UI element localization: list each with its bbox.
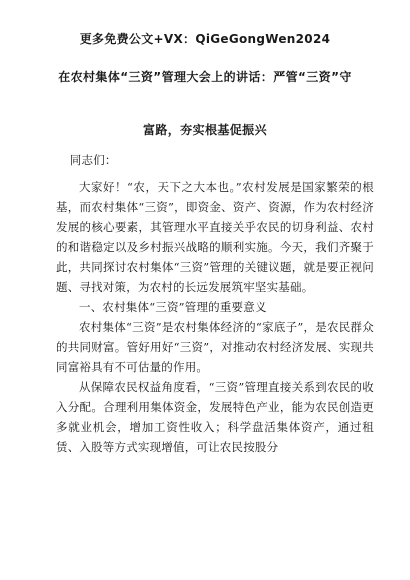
- speech-title-line-1: 在农村集体“三资”管理大会上的讲话：严管“三资”守: [58, 70, 352, 84]
- promo-header: 更多免费公文+VX：QiGeGongWen2024: [79, 32, 331, 46]
- section-heading: 一、农村集体“三资”管理的重要意义: [79, 300, 267, 314]
- speech-body: [56, 150, 374, 457]
- body-paragraph: 农村集体“三资”是农村集体经济的“家底子”，是农民群众的共同财富。管好用好“三资”，对推动农村经济发展、实现共同富裕具有不可估量的作用。: [56, 320, 374, 374]
- body-paragraph: 大家好！“农，天下之大本也。”农村发展是国家繁荣的根基，而农村集体“三资”，即资金、资产、资源，作为农村经济发展的核心要素，其管理水平直接关乎农民的切身利益、农村的和谐稳定以及乡村振兴战略的顺利实施。今天，我们齐聚于此，共同探讨农村集体“三资”管理的关键议题，就是要正视问题、寻找对策，为农村的长远发展筑牢坚实基础。: [56, 180, 374, 294]
- speech-title-line-2: 富路，夯实根基促振兴: [142, 123, 267, 137]
- body-paragraph: 从保障农民权益角度看，“三资”管理直接关系到农民的收入分配。合理利用集体资金，发展特色产业，能为农民创造更多就业机会，增加工资性收入；科学盘活集体资产，通过租赁、入股等方式实现增值，可让农民按股分: [56, 380, 374, 454]
- salutation: 同志们：: [69, 153, 117, 167]
